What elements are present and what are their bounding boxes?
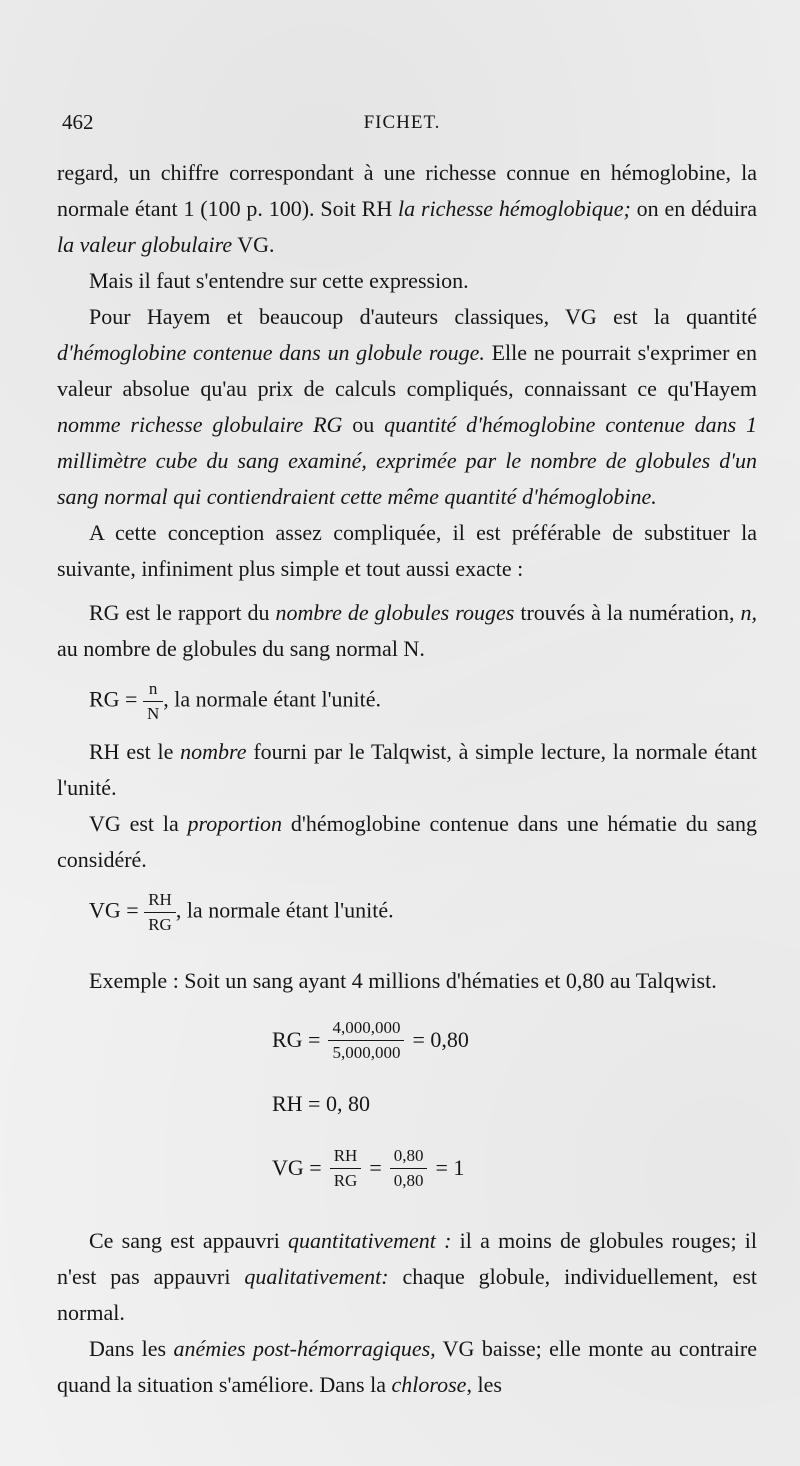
italic-term: d'hémoglobine contenue dans un globule rouge. — [57, 340, 485, 365]
numerator: RH — [144, 888, 176, 913]
numerator: n — [143, 677, 163, 702]
italic-term: nombre — [180, 739, 247, 764]
paragraph-2: Mais il faut s'entendre sur cette expression. — [89, 268, 469, 293]
italic-term: anémies post-hémorragiques, — [173, 1336, 436, 1361]
paragraph-6 — [57, 734, 757, 806]
formula-note: , la normale étant l'unité. — [175, 897, 394, 923]
italic-term: quantitativement : — [288, 1228, 452, 1253]
text-run: Ce sang est appauvri — [89, 1228, 289, 1253]
spacer — [57, 937, 757, 963]
example-rh — [272, 1075, 757, 1133]
italic-term: nomme richesse globulaire RG — [57, 412, 343, 437]
italic-term: la richesse hémoglobique; — [398, 196, 631, 221]
italic-term: nombre de globules rouges — [275, 600, 515, 625]
formula-vg — [89, 888, 757, 937]
formula-result: = 0,80 — [412, 1027, 469, 1052]
example-formulas — [272, 1011, 757, 1197]
spacer — [57, 1197, 757, 1223]
text-run: regard, un chiffre correspondant à une richesse connue en hémoglobine, la normale étant 1 (100 p. 100). Soit RH — [57, 160, 757, 221]
text-run: chaque globule, individuellement, est normal. — [57, 1264, 757, 1325]
formula-rg — [89, 677, 757, 726]
numerator: 0,80 — [390, 1144, 428, 1169]
fraction — [330, 1144, 362, 1193]
text-run: fourni par le Talqwist, à simple lecture, la normale étant l'unité. — [57, 739, 757, 800]
paragraph-10 — [57, 1331, 757, 1403]
text-run: RG est le rapport du — [89, 600, 276, 625]
text-run: on en déduira — [630, 196, 758, 221]
example-rg — [272, 1011, 757, 1069]
formula-note: , la normale étant l'unité. — [163, 686, 382, 712]
paragraph-7 — [57, 806, 757, 878]
equals-sign: = — [369, 1155, 382, 1180]
italic-term: la valeur globulaire — [57, 232, 233, 257]
text-run: , les — [466, 1372, 502, 1397]
fraction — [144, 888, 176, 937]
formula-lhs: RG = — [89, 686, 138, 712]
formula-lhs: VG = — [272, 1155, 322, 1180]
text-run: au nombre de globules du sang normal N. — [57, 636, 425, 661]
numerator: RH — [330, 1144, 362, 1169]
denominator: N — [146, 704, 160, 723]
text-run: il a moins de globules rouges; il n'est pas appauvri — [57, 1228, 758, 1289]
page-number: 462 — [62, 110, 94, 134]
paragraph-1 — [57, 155, 757, 263]
paragraph-4: A cette conception assez compliquée, il est préférable de substituer la suivante, infiniment plus simple et tout aussi exacte : — [57, 520, 757, 581]
denominator: RG — [333, 1170, 358, 1190]
italic-term: chlorose — [391, 1372, 467, 1397]
text-run: VG. — [232, 232, 275, 257]
page-header — [62, 110, 742, 138]
formula-lhs: VG = — [89, 897, 139, 923]
text-run: VG est la — [89, 811, 188, 836]
italic-term: qualitativement: — [244, 1264, 389, 1289]
page-body — [57, 155, 757, 1403]
italic-term: n, — [740, 600, 757, 625]
italic-term: proportion — [187, 811, 283, 836]
formula-result: = 1 — [435, 1155, 465, 1180]
formula-line: RH = 0, 80 — [272, 1091, 370, 1116]
text-run: ou — [342, 412, 385, 437]
fraction — [143, 677, 163, 726]
text-run: Dans les — [89, 1336, 174, 1361]
paragraph-9 — [57, 1223, 757, 1331]
paragraph-3 — [57, 299, 757, 515]
text-run: VG baisse; elle monte au contraire quand la situation s'améliore. Dans la — [57, 1336, 758, 1397]
running-title: FICHET. — [363, 112, 441, 133]
paragraph-8: Exemple : Soit un sang ayant 4 millions d'hématies et 0,80 au Talqwist. — [89, 968, 717, 993]
text-run: Elle ne pourrait s'exprimer en valeur absolue qu'au prix de calculs compliqués, connaissant ce qu'Hayem — [57, 340, 757, 401]
formula-lhs: RG = — [272, 1027, 321, 1052]
fraction — [390, 1144, 428, 1193]
denominator: 5,000,000 — [332, 1042, 401, 1062]
text-run: Pour Hayem et beaucoup d'auteurs classiques, VG est la quantité — [89, 304, 757, 329]
paragraph-5 — [57, 595, 757, 667]
text-run: RH est le — [89, 739, 181, 764]
italic-term: quantité d'hémoglobine contenue dans 1 millimètre cube du sang examiné, exprimée par le nombre de globules d'un sang normal qui contiendraient cette même quantité d'hémoglobine. — [57, 412, 758, 509]
denominator: RG — [148, 915, 172, 934]
text-run: trouvés à la numération, — [514, 600, 741, 625]
fraction — [328, 1016, 404, 1065]
example-vg — [272, 1139, 757, 1197]
text-run: d'hémoglobine contenue dans une hématie du sang considéré. — [57, 811, 757, 872]
numerator: 4,000,000 — [328, 1016, 404, 1041]
denominator: 0,80 — [393, 1170, 424, 1190]
